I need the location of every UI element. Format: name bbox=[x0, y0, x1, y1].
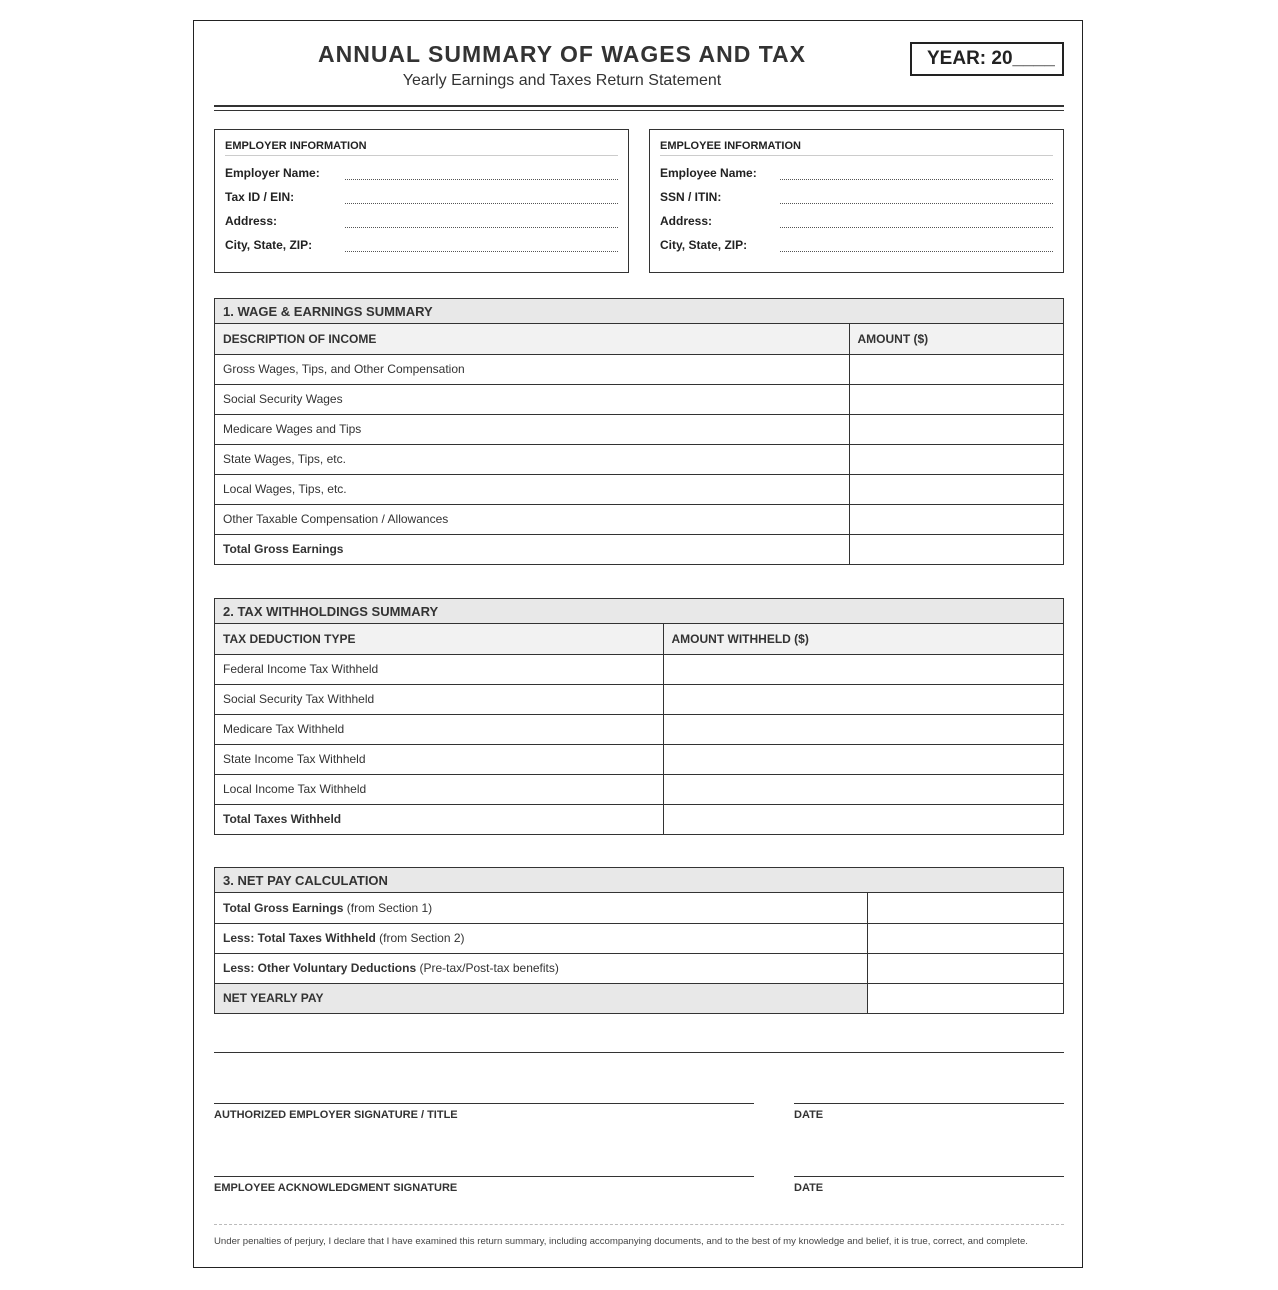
employer-ein-label: Tax ID / EIN: bbox=[225, 190, 295, 204]
signature-section-divider bbox=[214, 1052, 1064, 1053]
total-row bbox=[215, 804, 1063, 834]
amount-cell[interactable] bbox=[867, 923, 1063, 953]
employee-ssn-row bbox=[660, 188, 1053, 208]
row-label: Medicare Tax Withheld bbox=[215, 714, 663, 744]
table-row bbox=[215, 744, 1063, 774]
employee-name-field[interactable] bbox=[780, 179, 1053, 180]
row-label: Social Security Wages bbox=[215, 384, 849, 414]
wage-earnings-section bbox=[214, 298, 1064, 565]
employee-signature-line[interactable] bbox=[214, 1176, 754, 1177]
tax-withholdings-section bbox=[214, 598, 1064, 835]
table-row bbox=[215, 774, 1063, 804]
row-label-bold: Less: Total Taxes Withheld bbox=[223, 931, 376, 945]
row-label-note: (from Section 2) bbox=[375, 931, 465, 945]
wage-section-title: 1. WAGE & EARNINGS SUMMARY bbox=[215, 299, 1063, 324]
amount-cell[interactable] bbox=[849, 414, 1063, 444]
employer-address-row bbox=[225, 212, 618, 232]
employee-address-field[interactable] bbox=[780, 227, 1053, 228]
netpay-table bbox=[215, 893, 1063, 1013]
header-divider bbox=[214, 105, 1064, 111]
employee-address-row bbox=[660, 212, 1053, 232]
employee-address-label: Address: bbox=[660, 214, 713, 228]
col-header-amount: AMOUNT ($) bbox=[849, 324, 1063, 354]
amount-cell[interactable] bbox=[663, 744, 1063, 774]
employee-info-box bbox=[649, 129, 1064, 273]
employer-city-field[interactable] bbox=[345, 251, 618, 252]
amount-cell[interactable] bbox=[849, 444, 1063, 474]
employer-address-label: Address: bbox=[225, 214, 278, 228]
net-pay-section bbox=[214, 867, 1064, 1014]
amount-cell[interactable] bbox=[849, 384, 1063, 414]
table-row bbox=[215, 414, 1063, 444]
employee-date-label: DATE bbox=[794, 1182, 824, 1194]
employee-name-row bbox=[660, 164, 1053, 184]
table-row bbox=[215, 444, 1063, 474]
amount-cell[interactable] bbox=[867, 953, 1063, 983]
net-yearly-pay-label: NET YEARLY PAY bbox=[215, 983, 867, 1013]
table-row bbox=[215, 893, 1063, 923]
footer-divider bbox=[214, 1224, 1064, 1225]
form-subtitle: Yearly Earnings and Taxes Return Statement bbox=[402, 72, 722, 89]
row-label bbox=[215, 953, 867, 983]
tax-table bbox=[215, 624, 1063, 834]
employee-signature-label: EMPLOYEE ACKNOWLEDGMENT SIGNATURE bbox=[214, 1182, 458, 1194]
wage-table bbox=[215, 324, 1063, 564]
amount-cell[interactable] bbox=[867, 893, 1063, 923]
form-page bbox=[193, 20, 1083, 1268]
row-label: Local Wages, Tips, etc. bbox=[215, 474, 849, 504]
row-label: Federal Income Tax Withheld bbox=[215, 654, 663, 684]
amount-cell[interactable] bbox=[663, 774, 1063, 804]
employee-name-label: Employee Name: bbox=[660, 166, 757, 180]
employer-signature-label: AUTHORIZED EMPLOYER SIGNATURE / TITLE bbox=[214, 1109, 458, 1121]
total-gross-earnings-label: Total Gross Earnings bbox=[215, 534, 849, 564]
employer-ein-field[interactable] bbox=[345, 203, 618, 204]
row-label-bold: Less: Other Voluntary Deductions bbox=[223, 961, 417, 975]
amount-cell[interactable] bbox=[663, 654, 1063, 684]
year-field[interactable]: YEAR: 20____ bbox=[910, 42, 1064, 76]
total-row bbox=[215, 534, 1063, 564]
row-label-note: (from Section 1) bbox=[343, 900, 433, 915]
table-row bbox=[215, 953, 1063, 983]
total-taxes-withheld-cell[interactable] bbox=[663, 804, 1063, 834]
table-row bbox=[215, 923, 1063, 953]
amount-cell[interactable] bbox=[849, 474, 1063, 504]
row-label: Social Security Tax Withheld bbox=[215, 684, 663, 714]
employer-city-label: City, State, ZIP: bbox=[225, 238, 313, 252]
netpay-section-title: 3. NET PAY CALCULATION bbox=[215, 868, 1063, 893]
employee-date-line[interactable] bbox=[794, 1176, 1064, 1177]
table-row bbox=[215, 714, 1063, 744]
amount-cell[interactable] bbox=[663, 714, 1063, 744]
row-label: Gross Wages, Tips, and Other Compensation bbox=[215, 354, 849, 384]
employer-name-label: Employer Name: bbox=[225, 166, 320, 180]
tax-section-title: 2. TAX WITHHOLDINGS SUMMARY bbox=[215, 599, 1063, 624]
perjury-declaration: Under penalties of perjury, I declare that I have examined this return summary, including accompanying documents, and to the best of my knowledge and belief, it is true, correct, and complete. bbox=[214, 1236, 1028, 1247]
employer-info-box bbox=[214, 129, 629, 273]
table-header-row bbox=[215, 624, 1063, 654]
employee-city-field[interactable] bbox=[780, 251, 1053, 252]
total-taxes-withheld-label: Total Taxes Withheld bbox=[215, 804, 663, 834]
table-row bbox=[215, 384, 1063, 414]
row-label-bold: Total Gross Earnings bbox=[223, 900, 344, 915]
row-label: Other Taxable Compensation / Allowances bbox=[215, 504, 849, 534]
employer-ein-row bbox=[225, 188, 618, 208]
row-label: Medicare Wages and Tips bbox=[215, 414, 849, 444]
employer-name-field[interactable] bbox=[345, 179, 618, 180]
table-row bbox=[215, 684, 1063, 714]
table-row bbox=[215, 474, 1063, 504]
employee-city-row bbox=[660, 236, 1053, 256]
col-header-amount-withheld: AMOUNT WITHHELD ($) bbox=[663, 624, 1063, 654]
employer-date-label: DATE bbox=[794, 1109, 824, 1121]
table-row bbox=[215, 504, 1063, 534]
form-title: ANNUAL SUMMARY OF WAGES AND TAX bbox=[317, 41, 807, 67]
col-header-description: DESCRIPTION OF INCOME bbox=[215, 324, 849, 354]
employee-ssn-field[interactable] bbox=[780, 203, 1053, 204]
employer-date-line[interactable] bbox=[794, 1103, 1064, 1104]
employee-ssn-label: SSN / ITIN: bbox=[660, 190, 722, 204]
col-header-deduction-type: TAX DEDUCTION TYPE bbox=[215, 624, 663, 654]
amount-cell[interactable] bbox=[663, 684, 1063, 714]
employer-city-row bbox=[225, 236, 618, 256]
employer-name-row bbox=[225, 164, 618, 184]
amount-cell[interactable] bbox=[849, 504, 1063, 534]
row-label: State Wages, Tips, etc. bbox=[215, 444, 849, 474]
row-label bbox=[215, 923, 867, 953]
employer-signature-line[interactable] bbox=[214, 1103, 754, 1104]
table-header-row bbox=[215, 324, 1063, 354]
row-label: State Income Tax Withheld bbox=[215, 744, 663, 774]
employer-info-heading: EMPLOYER INFORMATION bbox=[225, 140, 618, 156]
total-row bbox=[215, 983, 1063, 1013]
employer-address-field[interactable] bbox=[345, 227, 618, 228]
employee-city-label: City, State, ZIP: bbox=[660, 238, 748, 252]
net-yearly-pay-cell[interactable] bbox=[867, 983, 1063, 1013]
row-label: Local Income Tax Withheld bbox=[215, 774, 663, 804]
table-row bbox=[215, 354, 1063, 384]
table-row bbox=[215, 654, 1063, 684]
employee-info-heading: EMPLOYEE INFORMATION bbox=[660, 140, 1053, 156]
row-label-note: (Pre-tax/Post-tax benefits) bbox=[416, 961, 559, 975]
total-gross-earnings-cell[interactable] bbox=[849, 534, 1063, 564]
row-label bbox=[215, 893, 867, 923]
amount-cell[interactable] bbox=[849, 354, 1063, 384]
